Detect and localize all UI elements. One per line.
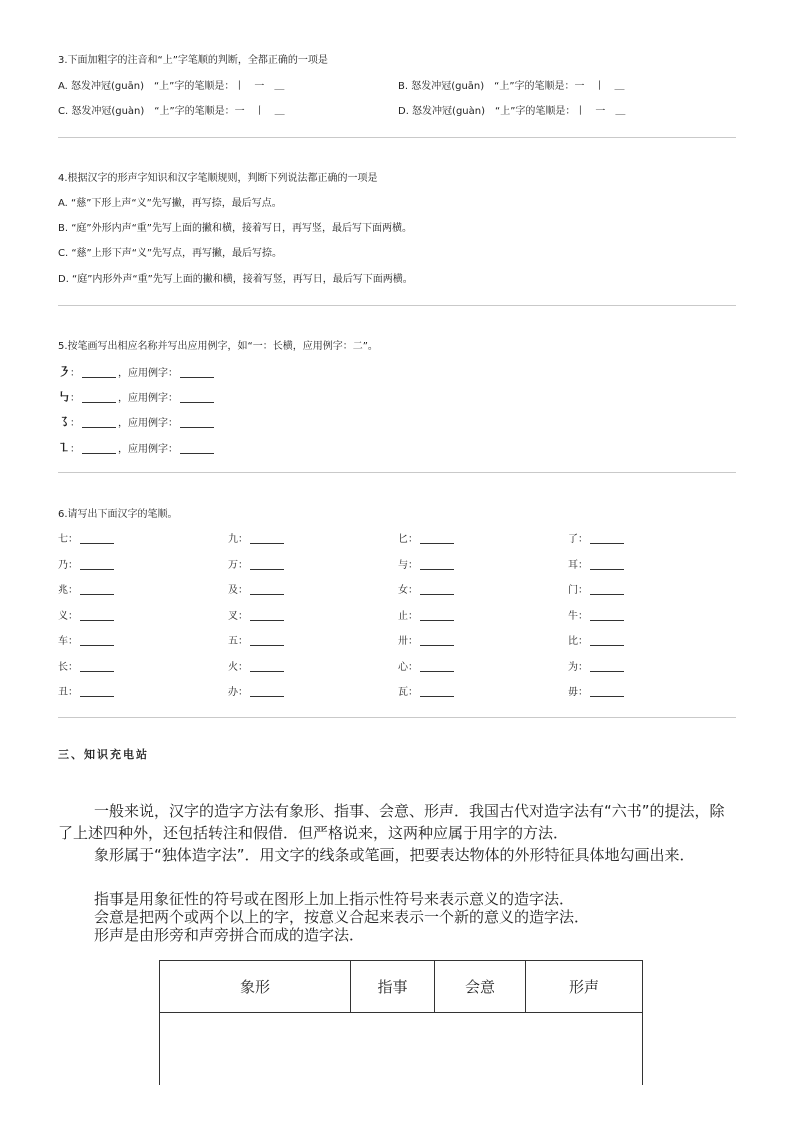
header-xiangxing: 象形: [160, 961, 351, 1013]
q5-stem: 5.按笔画写出相应名称并写出应用例字，如“一：长横，应用例字：二”。: [58, 341, 378, 352]
q6-char-label: 了：: [568, 534, 588, 545]
answer-blank[interactable]: [250, 533, 284, 544]
q6-char-item: [228, 533, 286, 547]
word-formation-table: [159, 960, 643, 1085]
q6-char-item: [398, 661, 456, 675]
q4-option-c[interactable]: C. “慈”上形下声“义”先写点，再写撇，最后写捺。: [58, 248, 283, 259]
answer-blank[interactable]: [420, 533, 454, 544]
q5-row-2: ㇉： ，应用例字：: [58, 390, 216, 406]
q6-char-item: [568, 533, 626, 547]
q6-char-item: [228, 661, 286, 675]
q6-char-label: 七：: [58, 534, 78, 545]
q6-char-label: 办：: [228, 687, 248, 698]
answer-blank[interactable]: [82, 367, 116, 378]
divider: [58, 472, 736, 473]
q4-option-d[interactable]: D. “庭”内形外声“重”先写上面的撇和横，接着写竖，再写日，最后写下面两横。: [58, 274, 413, 285]
answer-blank[interactable]: [590, 661, 624, 672]
answer-blank[interactable]: [180, 367, 214, 378]
q3-option-a[interactable]: A. 怒发冲冠(guān) “上”字的笔顺是：丨 一 ＿: [58, 81, 285, 92]
answer-blank[interactable]: [250, 635, 284, 646]
q6-char-label: 乃：: [58, 559, 78, 571]
q6-char-label: 牛：: [568, 610, 588, 622]
q6-char-item: [398, 686, 456, 700]
answer-blank[interactable]: [250, 559, 284, 570]
header-zhishi: 指事: [351, 961, 435, 1013]
section-title: 三、知识充电站: [58, 748, 149, 761]
table-answer-cell[interactable]: [160, 1013, 643, 1085]
q6-char-label: 九：: [228, 534, 248, 545]
stroke-glyph: ㇌: [58, 415, 71, 429]
answer-blank[interactable]: [80, 533, 114, 544]
q6-char-label: 与：: [398, 559, 418, 571]
answer-blank[interactable]: [250, 584, 284, 595]
answer-blank[interactable]: [420, 584, 454, 595]
divider: [58, 137, 736, 138]
q6-char-item: [398, 559, 456, 573]
q6-char-item: [398, 584, 456, 598]
q6-char-label: 卅：: [398, 636, 418, 647]
answer-blank[interactable]: [590, 559, 624, 570]
q6-char-label: 止：: [398, 610, 418, 622]
answer-blank[interactable]: [180, 392, 214, 403]
q6-char-label: 匕：: [398, 534, 418, 545]
q6-char-label: 女：: [398, 585, 418, 596]
answer-blank[interactable]: [80, 661, 114, 672]
q6-char-label: 毋：: [568, 687, 588, 698]
q6-char-item: [568, 635, 626, 649]
q5-row-4: ㇅： ，应用例字：: [58, 441, 216, 457]
q6-char-item: [228, 686, 286, 700]
paragraph-2: 象形属于“独体造字法”．用文字的线条或笔画，把要表达物体的外形特征具体地勾画出来．: [94, 846, 695, 864]
answer-blank[interactable]: [80, 610, 114, 621]
q6-char-item: [228, 559, 286, 573]
answer-blank[interactable]: [590, 610, 624, 621]
q3-option-c[interactable]: C. 怒发冲冠(guàn) “上”字的笔顺是：一 丨 ＿: [58, 106, 285, 117]
q5-row-1: ㇋： ，应用例字：: [58, 365, 216, 381]
header-huiyi: 会意: [435, 961, 526, 1013]
q6-char-item: [58, 533, 116, 547]
answer-blank[interactable]: [82, 392, 116, 403]
q6-char-item: [568, 584, 626, 598]
q6-char-item: [228, 610, 286, 624]
answer-blank[interactable]: [420, 559, 454, 570]
q6-char-label: 义：: [58, 610, 78, 622]
q6-char-label: 为：: [568, 661, 588, 673]
paragraph-3: 指事是用象征性的符号或在图形上加上指示性符号来表示意义的造字法．: [94, 890, 575, 908]
q6-char-label: 瓦：: [398, 687, 418, 698]
answer-blank[interactable]: [82, 417, 116, 428]
q6-char-label: 火：: [228, 661, 248, 673]
paragraph-1: 一般来说，汉字的造字方法有象形、指事、会意、形声．我国古代对造字法有“六书”的提法，除了上述四种外，还包括转注和假借．但严格说来，这两种应属于用字的方法．: [58, 802, 725, 842]
stroke-glyph: ㇅: [58, 441, 71, 455]
q6-char-item: [58, 584, 116, 598]
answer-blank[interactable]: [80, 686, 114, 697]
q6-char-label: 心：: [398, 661, 418, 673]
answer-blank[interactable]: [420, 610, 454, 621]
answer-blank[interactable]: [590, 584, 624, 595]
q6-char-label: 丑：: [58, 687, 78, 698]
example-label: ，应用例字：: [118, 393, 178, 404]
answer-blank[interactable]: [250, 661, 284, 672]
q6-char-item: [58, 635, 116, 649]
q6-char-label: 车：: [58, 636, 78, 647]
paragraph-5: 形声是由形旁和声旁拼合而成的造字法．: [94, 926, 365, 944]
q6-char-item: [568, 559, 626, 573]
stroke-glyph: ㇋: [58, 365, 71, 379]
answer-blank[interactable]: [80, 635, 114, 646]
q3-stem: 3.下面加粗字的注音和“上”字笔顺的判断，全都正确的一项是: [58, 55, 328, 66]
q6-char-item: [568, 661, 626, 675]
q6-char-label: 门：: [568, 585, 588, 596]
q3-option-b[interactable]: B. 怒发冲冠(guān) “上”字的笔顺是：一 丨 ＿: [398, 81, 625, 92]
q6-char-label: 兆：: [58, 585, 78, 596]
q6-char-item: [58, 661, 116, 675]
header-xingsheng: 形声: [526, 961, 643, 1013]
answer-blank[interactable]: [250, 610, 284, 621]
q4-stem: 4.根据汉字的形声字知识和汉字笔顺规则，判断下列说法都正确的一项是: [58, 173, 378, 184]
q6-char-label: 耳：: [568, 559, 588, 571]
q6-char-item: [228, 584, 286, 598]
q6-char-item: [398, 635, 456, 649]
paragraph-4: 会意是把两个或两个以上的字，按意义合起来表示一个新的意义的造字法．: [94, 908, 590, 926]
answer-blank[interactable]: [590, 686, 624, 697]
answer-blank[interactable]: [180, 443, 214, 454]
answer-blank[interactable]: [420, 686, 454, 697]
q5-row-3: ㇌： ，应用例字：: [58, 415, 216, 431]
stroke-glyph: ㇉: [58, 390, 71, 404]
q4-option-a[interactable]: A. “慈”下形上声“义”先写撇，再写捺，最后写点。: [58, 198, 282, 209]
q6-char-item: [568, 610, 626, 624]
q6-stem: 6.请写出下面汉字的笔顺。: [58, 509, 178, 520]
divider: [58, 717, 736, 718]
answer-blank[interactable]: [420, 635, 454, 646]
q6-char-item: [398, 533, 456, 547]
q6-char-item: [58, 559, 116, 573]
q3-option-d[interactable]: D. 怒发冲冠(guàn) “上”字的笔顺是：丨 一 ＿: [398, 106, 626, 117]
divider: [58, 305, 736, 306]
q6-char-label: 万：: [228, 559, 248, 571]
q6-char-label: 比：: [568, 636, 588, 647]
q6-char-label: 五：: [228, 636, 248, 647]
q6-char-item: [58, 686, 116, 700]
answer-blank[interactable]: [420, 661, 454, 672]
answer-blank[interactable]: [590, 533, 624, 544]
q6-char-item: [568, 686, 626, 700]
q6-char-label: 长：: [58, 661, 78, 673]
q6-char-item: [398, 610, 456, 624]
q6-char-label: 及：: [228, 585, 248, 596]
example-label: ，应用例字：: [118, 368, 178, 379]
example-label: ，应用例字：: [118, 418, 178, 429]
answer-blank[interactable]: [590, 635, 624, 646]
q6-char-label: 叉：: [228, 610, 248, 622]
q6-char-item: [228, 635, 286, 649]
q6-char-item: [58, 610, 116, 624]
example-label: ，应用例字：: [118, 444, 178, 455]
answer-blank[interactable]: [180, 417, 214, 428]
answer-blank[interactable]: [250, 686, 284, 697]
answer-blank[interactable]: [82, 443, 116, 454]
answer-blank[interactable]: [80, 559, 114, 570]
q4-option-b[interactable]: B. “庭”外形内声“重”先写上面的撇和横，接着写日，再写竖，最后写下面两横。: [58, 223, 412, 234]
answer-blank[interactable]: [80, 584, 114, 595]
